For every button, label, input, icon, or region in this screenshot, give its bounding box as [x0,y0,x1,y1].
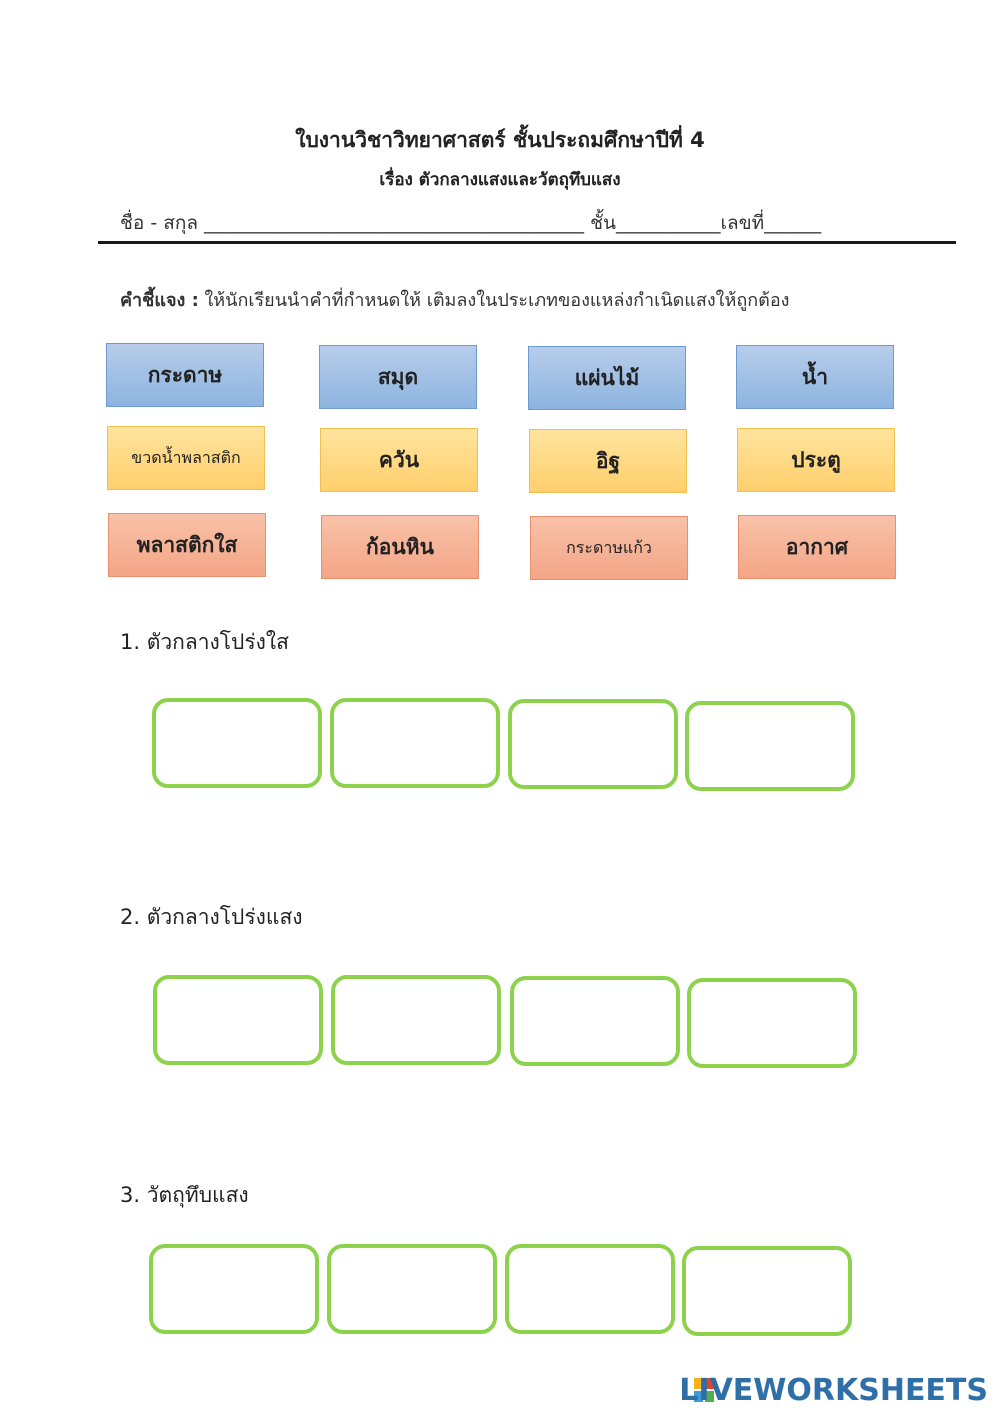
word-card[interactable] [321,515,479,579]
word-card[interactable] [108,513,266,577]
word-card[interactable] [528,346,686,410]
drop-slot[interactable] [508,699,678,789]
drop-slot[interactable] [685,701,855,791]
word-card[interactable] [530,516,688,580]
instruction-label: คำชี้แจง : [120,290,199,311]
drop-slot[interactable] [153,975,323,1065]
word-card-label: สมุด [377,364,419,389]
word-card-label: กระดาษแก้ว [566,537,652,557]
word-card-label: แผ่นไม้ [574,365,640,390]
word-card[interactable] [319,345,477,409]
liveworksheets-logo: LIVEWORKSHEETS [679,1373,988,1408]
question-3-label: 3. วัตถุทึบแสง [120,1183,249,1207]
word-card-label: ก้อนหิน [366,534,434,559]
drop-slot[interactable] [687,978,857,1068]
word-card[interactable] [529,429,687,493]
worksheet-title: ใบงานวิชาวิทยาศาสตร์ ชั้นประถมศึกษาปีที่ 4 [295,128,705,152]
drop-slot[interactable] [327,1244,497,1334]
word-card[interactable] [107,426,265,490]
drop-slot[interactable] [152,698,322,788]
word-card[interactable] [738,515,896,579]
header-divider [98,241,956,244]
instruction [120,285,789,314]
word-card-label: อากาศ [785,534,849,559]
word-card-label: ควัน [378,447,420,472]
word-card-label: น้ำ [801,364,829,389]
word-card[interactable] [736,345,894,409]
name-class-number-line: ชื่อ - สกุล ________________________________________ ชั้น___________เลขที่______ [120,212,822,234]
word-card-label: พลาสติกใส [136,532,238,557]
worksheet-subtitle: เรื่อง ตัวกลางแสงและวัตถุทึบแสง [379,170,621,190]
instruction-text: ให้นักเรียนนำคำที่กำหนดให้ เติมลงในประเภทของแหล่งกำเนิดแสงให้ถูกต้อง [198,290,790,311]
word-card[interactable] [106,343,264,407]
word-card-label: ประตู [791,447,841,472]
word-card-label: ขวดน้ำพลาสติก [131,447,241,467]
drop-slot[interactable] [510,976,680,1066]
drop-slot[interactable] [330,698,500,788]
word-card[interactable] [320,428,478,492]
question-1-label: 1. ตัวกลางโปร่งใส [120,630,289,654]
word-card-label: อิฐ [595,448,621,473]
word-card[interactable] [737,428,895,492]
question-2-label: 2. ตัวกลางโปร่งแสง [120,905,303,929]
drop-slot[interactable] [149,1244,319,1334]
drop-slot[interactable] [682,1246,852,1336]
drop-slot[interactable] [331,975,501,1065]
drop-slot[interactable] [505,1244,675,1334]
word-card-label: กระดาษ [147,362,223,387]
